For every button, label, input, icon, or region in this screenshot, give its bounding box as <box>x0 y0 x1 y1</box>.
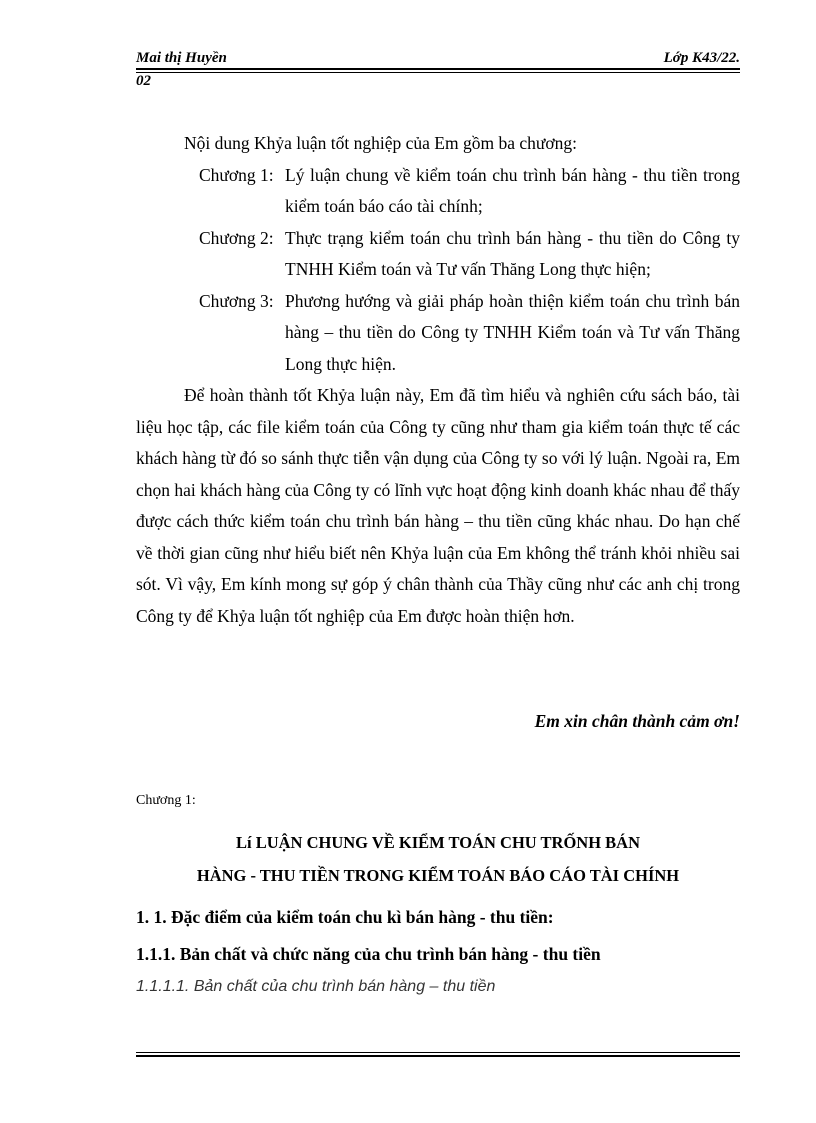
body-paragraph: Để hoàn thành tốt Khỷa luận này, Em đã tìm hiểu và nghiên cứu sách báo, tài liệu học tập, các file kiểm toán của Công ty cũng như tham gia kiểm toán thực tế các khách hàng từ đó so sánh thực tiễn vận dụng của Công ty so với lý luận. Ngoài ra, Em chọn hai khách hàng của Công ty có lĩnh vực hoạt động kinh doanh khác nhau để thấy được cách thức kiểm toán chu trình bán hàng – thu tiền cũng khác nhau. Do hạn chế về thời gian cũng như hiểu biết nên Khỷa luận của Em không thể tránh khỏi nhiều sai sót. Vì vậy, Em kính mong sự góp ý chân thành của Thầy cũng như các anh chị trong Công ty để Khỷa luận tốt nghiệp của Em được hoàn thiện hơn. <box>136 385 740 626</box>
section-heading-1-1: 1. 1. Đặc điểm của kiểm toán chu kì bán hàng - thu tiền: <box>136 907 554 927</box>
chapter-label: Chương 1: <box>199 164 274 185</box>
chapter-item-3 <box>136 286 740 381</box>
chapter-item-2 <box>136 223 740 286</box>
footer-rule <box>136 1052 740 1057</box>
page-header <box>136 50 740 90</box>
section-heading-1-1-1-1: 1.1.1.1. Bản chất của chu trình bán hàng – thu tiền <box>136 978 496 995</box>
section-heading-1-1-1: 1.1.1. Bản chất và chức năng của chu trình bán hàng - thu tiền <box>136 944 601 964</box>
document-body <box>136 128 740 632</box>
header-author: Mai thị Huyền <box>136 50 227 66</box>
intro-line: Nội dung Khỷa luận tốt nghiệp của Em gồm ba chương: <box>184 133 577 153</box>
chapter-text: Thực trạng kiểm toán chu trình bán hàng - thu tiền do Công ty TNHH Kiểm toán và Tư vấn Thăng Long thực hiện; <box>285 227 740 279</box>
chapter-text: Lý luận chung về kiểm toán chu trình bán hàng - thu tiền trong kiểm toán báo cáo tài chính; <box>285 164 740 216</box>
chapter-label: Chương 3: <box>199 290 274 311</box>
chapter1-title-line1: Lí LUẬN CHUNG VỀ KIỂM TOÁN CHU TRỐNH BÁN <box>235 833 640 852</box>
thanks-line: Em xin chân thành cảm ơn! <box>534 711 740 731</box>
chapter-item-1 <box>136 160 740 223</box>
header-class: Lớp K43/22. <box>663 50 740 66</box>
chapter-label: Chương 2: <box>199 227 274 248</box>
chapter-text: Phương hướng và giải pháp hoàn thiện kiểm toán chu trình bán hàng – thu tiền do Công ty TNHH Kiểm toán và Tư vấn Thăng Long thực hiện. <box>285 290 740 374</box>
chapter1-label: Chương 1: <box>136 793 196 808</box>
header-class-suffix: 02 <box>136 73 151 89</box>
header-row <box>136 50 740 67</box>
chapter1-title <box>136 826 740 892</box>
chapter1-title-line2: HÀNG - THU TIỀN TRONG KIỂM TOÁN BÁO CÁO TÀI CHÍNH <box>196 866 680 885</box>
